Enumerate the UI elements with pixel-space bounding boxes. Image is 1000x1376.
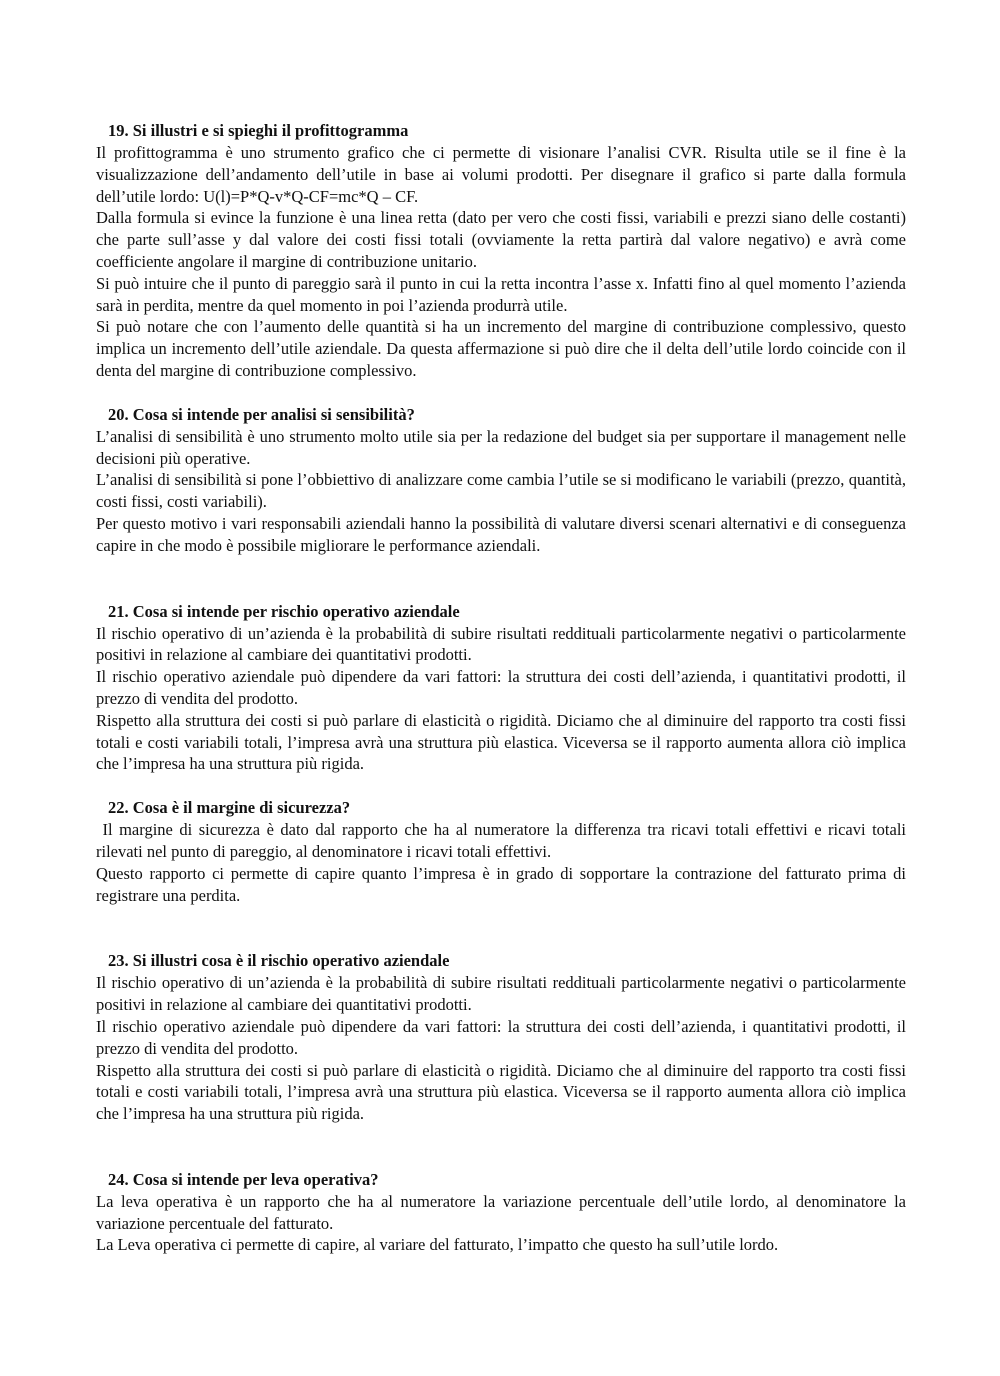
paragraph: Si può notare che con l’aumento delle quantità si ha un incremento del margine di contribuzione complessivo, questo implica un incremento dell’utile aziendale. Da questa affermazione si può dire che il delta dell’utile lordo coincide con il denta del margine di contribuzione complessivo. — [96, 317, 906, 380]
paragraph: Rispetto alla struttura dei costi si può parlare di elasticità o rigidità. Diciamo che al diminuire del rapporto tra costi fissi totali e costi variabili totali, l’impresa avrà una struttura più elastica. Viceversa se il rapporto aumenta allora ciò implica che l’impresa ha una struttura più rigida. — [96, 1060, 906, 1124]
paragraph: Dalla formula si evince la funzione è una linea retta (dato per vero che costi fissi, variabili e prezzi siano delle costanti) che parte sull’asse y dal valore dei costi fissi totali (ovviamente la retta partirà dal valore negativo) e avrà come coefficiente angolare il margine di contribuzione unitario. — [96, 208, 906, 271]
section-19 — [96, 120, 906, 382]
section-22 — [96, 797, 911, 906]
paragraph: Per questo motivo i vari responsabili aziendali hanno la possibilità di valutare diversi scenari alternativi e di conseguenza capire in che modo è possibile migliorare le performance aziendali. — [96, 513, 906, 555]
section-heading: 19. Si illustri e si spieghi il profittogramma — [108, 121, 409, 140]
section-24 — [96, 1169, 906, 1256]
paragraph: Il profittogramma è uno strumento grafico che ci permette di visionare l’analisi CVR. Risulta utile se il fine è la visualizzazione dell’andamento dell’utile in base ai volumi prodotti. Per disegnare il grafico si parte dalla formula dell’utile lordo: U(l)=P*Q-v*Q-CF=mc*Q – CF. — [96, 143, 906, 206]
paragraph: Il rischio operativo di un’azienda è la probabilità di subire risultati reddituali particolarmente negativi o particolarmente positivi in relazione al cambiare dei quantitativi prodotti. — [96, 973, 906, 1015]
paragraph: Il rischio operativo aziendale può dipendere da vari fattori: la struttura dei costi dell’azienda, i quantitativi prodotti, il prezzo di vendita del prodotto. — [96, 667, 906, 708]
paragraph: La Leva operativa ci permette di capire, al variare del fatturato, l’impatto che questo ha sull’utile lordo. — [96, 1235, 779, 1255]
paragraph: Rispetto alla struttura dei costi si può parlare di elasticità o rigidità. Diciamo che al diminuire del rapporto tra costi fissi totali e costi variabili totali, l’impresa avrà una struttura più elastica. Viceversa se il rapporto aumenta allora ciò implica che l’impresa ha una struttura più rigida. — [96, 710, 906, 774]
paragraph: Il rischio operativo aziendale può dipendere da vari fattori: la struttura dei costi dell’azienda, i quantitativi prodotti, il prezzo di vendita del prodotto. — [96, 1016, 906, 1058]
paragraph: La leva operativa è un rapporto che ha al numeratore la variazione percentuale dell’utile lordo, al denominatore la variazione percentuale del fatturato. — [96, 1191, 906, 1233]
section-21 — [96, 601, 906, 776]
paragraph: L’analisi di sensibilità si pone l’obbiettivo di analizzare come cambia l’utile se si modificano le variabili (prezzo, quantità, costi fissi, costi variabili). — [96, 470, 906, 512]
paragraph: Questo rapporto ci permette di capire quanto l’impresa è in grado di sopportare la contrazione del fatturato prima di registrare una perdita. — [96, 863, 906, 905]
paragraph: Il rischio operativo di un’azienda è la probabilità di subire risultati reddituali particolarmente negativi o particolarmente positivi in relazione al cambiare dei quantitativi prodotti. — [96, 623, 906, 665]
section-heading: 20. Cosa si intende per analisi si sensibilità? — [108, 404, 415, 424]
section-heading: 23. Si illustri cosa è il rischio operativo aziendale — [108, 951, 450, 971]
section-heading: 21. Cosa si intende per rischio operativo aziendale — [108, 601, 460, 621]
section-heading: 22. Cosa è il margine di sicurezza? — [108, 798, 351, 818]
paragraph: Si può intuire che il punto di pareggio sarà il punto in cui la retta incontra l’asse x. Infatti fino al quel momento l’azienda sarà in perdita, mentre da quel momento in poi l’azienda produrrà utile. — [96, 273, 906, 315]
document-page — [96, 120, 911, 1256]
section-23 — [96, 950, 906, 1125]
paragraph: L’analisi di sensibilità è uno strumento molto utile sia per la redazione del budget sia per supportare il management nelle decisioni più operative. — [96, 426, 906, 468]
section-heading: 24. Cosa si intende per leva operativa? — [108, 1169, 379, 1189]
section-20 — [96, 404, 906, 557]
paragraph: Il margine di sicurezza è dato dal rapporto che ha al numeratore la differenza tra ricavi totali effettivi e ricavi totali rilevati nel punto di pareggio, al denominatore i ricavi totali effettivi. — [96, 820, 911, 861]
